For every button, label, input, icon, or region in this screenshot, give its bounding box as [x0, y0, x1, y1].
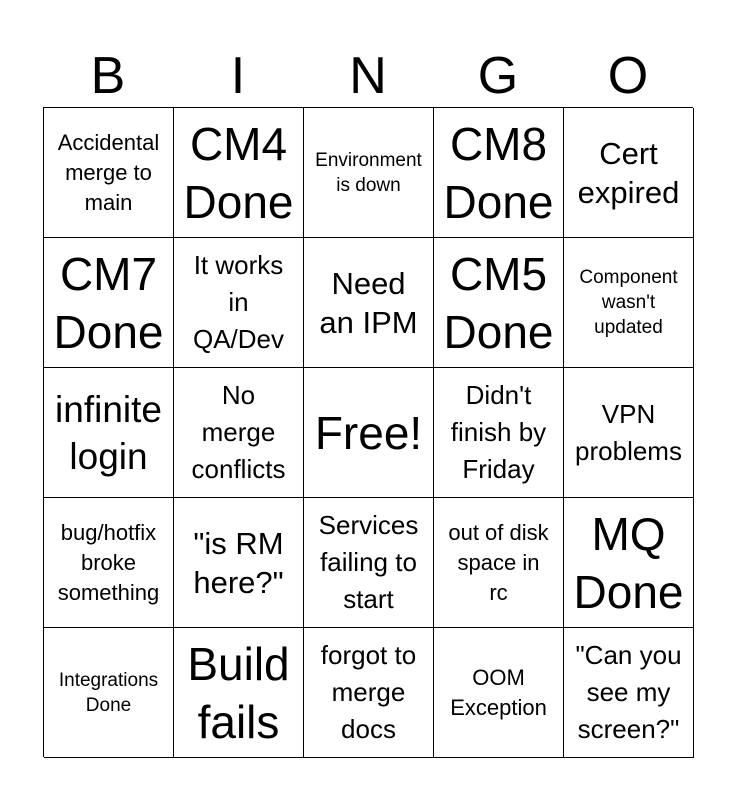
cell-label: OOM Exception — [450, 664, 547, 720]
header-letter-g: G — [477, 47, 519, 105]
bingo-card — [43, 107, 693, 757]
bingo-cell-r4c1[interactable] — [44, 498, 174, 628]
bingo-cell-r4c2[interactable] — [174, 498, 304, 628]
header-letter-i: I — [230, 47, 246, 105]
cell-label: Didn't finish by Friday — [450, 380, 547, 484]
bingo-cell-r4c3[interactable] — [304, 498, 434, 628]
cell-label: bug/hotfix broke something — [57, 519, 160, 605]
header-letter-b: B — [90, 47, 126, 105]
cell-label: Component wasn't updated — [579, 267, 678, 338]
bingo-header — [43, 46, 693, 106]
cell-label: CM4 Done — [183, 117, 294, 228]
cell-label: "is RM here?" — [193, 525, 284, 600]
cell-label: "Can you see my screen?" — [575, 640, 682, 744]
bingo-cell-r5c1[interactable] — [44, 628, 174, 758]
bingo-cell-r2c3[interactable] — [304, 238, 434, 368]
cell-label: Services failing to start — [318, 510, 419, 614]
bingo-cell-r3c2[interactable] — [174, 368, 304, 498]
bingo-cell-r2c1[interactable] — [44, 238, 174, 368]
bingo-cell-r5c3[interactable] — [304, 628, 434, 758]
cell-label: Need an IPM — [319, 265, 418, 340]
bingo-cell-r3c4[interactable] — [434, 368, 564, 498]
bingo-cell-r1c1[interactable] — [44, 108, 174, 238]
cell-label: CM8 Done — [443, 117, 554, 228]
cell-label: out of disk space in rc — [448, 519, 549, 605]
bingo-cell-r4c5[interactable] — [564, 498, 694, 628]
bingo-cell-r2c5[interactable] — [564, 238, 694, 368]
bingo-cell-r1c5[interactable] — [564, 108, 694, 238]
header-letter-o: O — [607, 47, 649, 105]
cell-label: It works in QA/Dev — [192, 250, 285, 354]
cell-label: infinite login — [55, 388, 162, 477]
cell-label: VPN problems — [575, 398, 682, 466]
cell-label: Integrations Done — [58, 669, 159, 716]
bingo-cell-r3c5[interactable] — [564, 368, 694, 498]
bingo-cell-r3c3[interactable] — [304, 368, 434, 498]
header-letter-n: N — [349, 47, 387, 105]
bingo-cell-r5c5[interactable] — [564, 628, 694, 758]
cell-label: CM5 Done — [443, 247, 554, 358]
bingo-cell-r4c4[interactable] — [434, 498, 564, 628]
bingo-cell-r1c4[interactable] — [434, 108, 564, 238]
bingo-cell-r5c4[interactable] — [434, 628, 564, 758]
cell-label: Build fails — [187, 637, 290, 748]
bingo-cell-r2c2[interactable] — [174, 238, 304, 368]
cell-label: Cert expired — [577, 135, 680, 210]
cell-label: Accidental merge to main — [57, 129, 160, 215]
cell-label: Free! — [314, 406, 423, 459]
cell-label: No merge conflicts — [191, 380, 286, 484]
cell-label: MQ Done — [573, 507, 684, 618]
bingo-cell-r3c1[interactable] — [44, 368, 174, 498]
cell-label: forgot to merge docs — [320, 640, 417, 744]
bingo-cell-r1c3[interactable] — [304, 108, 434, 238]
bingo-cell-r2c4[interactable] — [434, 238, 564, 368]
cell-label: Environment is down — [315, 149, 422, 196]
bingo-cell-r5c2[interactable] — [174, 628, 304, 758]
cell-label: CM7 Done — [53, 247, 164, 358]
bingo-cell-r1c2[interactable] — [174, 108, 304, 238]
